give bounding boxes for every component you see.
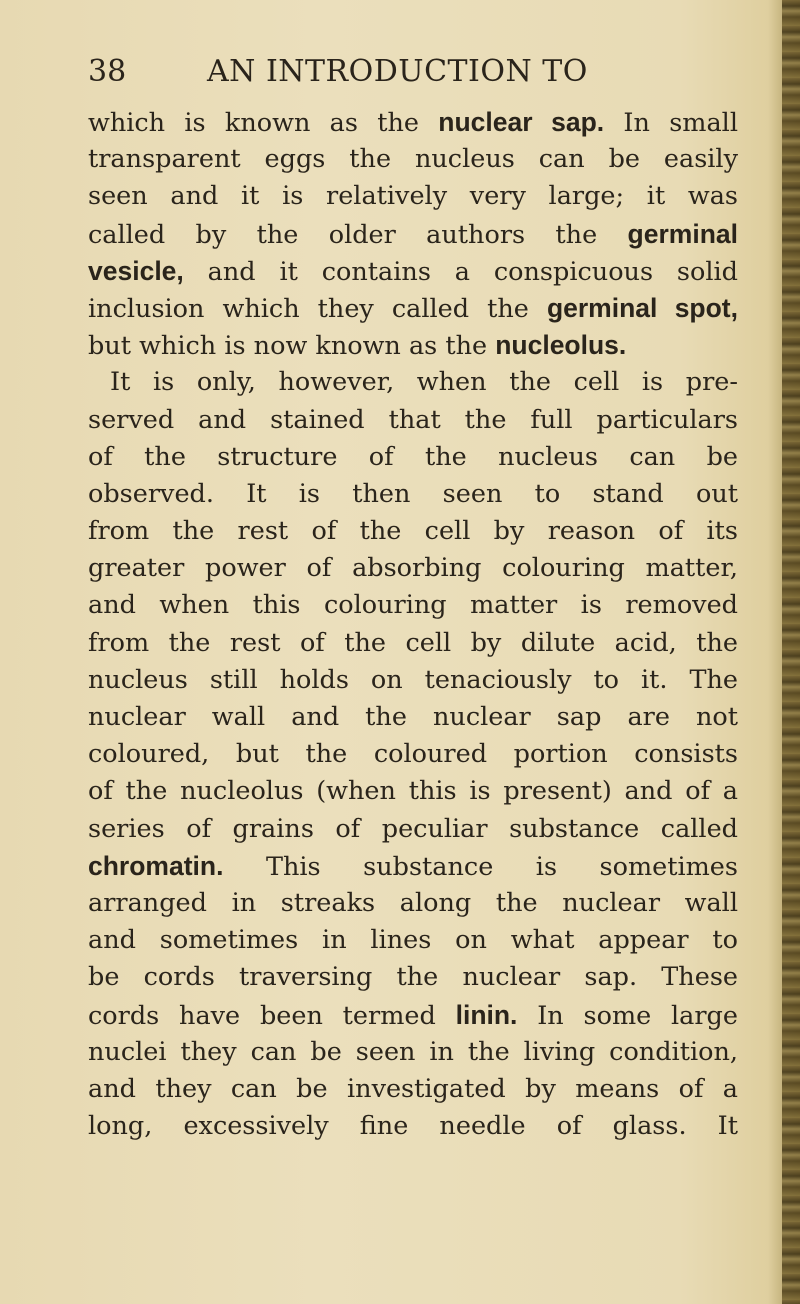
text-line — [88, 439, 738, 476]
text-line — [88, 848, 738, 885]
running-title: AN INTRODUCTION TO — [207, 54, 588, 89]
text-run: and it contains a conspicuous solid — [183, 256, 738, 287]
text-run: long, excessively fine needle of glass. It — [88, 1111, 738, 1142]
text-run: In small — [604, 108, 738, 138]
text-line — [88, 178, 738, 215]
text-line — [88, 550, 738, 587]
text-line — [88, 959, 738, 996]
text-run: transparent eggs the nucleus can be easily — [88, 144, 738, 175]
body-text — [88, 104, 738, 1145]
text-run: from the rest of the cell by dilute acid, the — [88, 627, 738, 658]
bold-term: vesicle, — [88, 255, 184, 286]
text-run: arranged in streaks along the nuclear wall — [88, 887, 738, 918]
text-run: coloured, but the coloured portion consists — [88, 739, 738, 770]
text-line — [88, 290, 738, 327]
text-line — [88, 1108, 738, 1145]
text-run: This substance is sometimes — [223, 851, 738, 882]
text-run: from the rest of the cell by reason of its — [88, 516, 738, 547]
text-run: seen and it is relatively very large; it was — [88, 181, 738, 212]
text-run: It is only, however, when the cell is pre- — [110, 367, 738, 398]
text-run: be cords traversing the nuclear sap. These — [88, 962, 738, 993]
bold-term: nucleolus. — [495, 330, 627, 361]
text-line — [88, 922, 738, 959]
text-line — [88, 699, 738, 736]
text-line — [88, 513, 738, 550]
text-line — [88, 476, 738, 513]
text-line — [88, 811, 738, 848]
text-run: observed. It is then seen to stand out — [88, 478, 738, 509]
text-run: served and stained that the full particulars — [88, 404, 738, 435]
text-line — [88, 997, 738, 1034]
text-run: inclusion which they called the — [88, 293, 547, 324]
text-line — [88, 216, 738, 253]
text-run: which is known as the — [88, 108, 439, 138]
bold-term: linin. — [455, 999, 518, 1030]
text-run: but which is now known as the — [88, 331, 496, 362]
text-run: of the nucleolus (when this is present) and of a — [88, 776, 738, 807]
text-run: and they can be investigated by means of a — [88, 1073, 738, 1104]
text-run: and when this colouring matter is removed — [88, 590, 738, 621]
page-number: 38 — [88, 54, 127, 89]
paragraph — [88, 104, 738, 364]
text-line — [88, 587, 738, 624]
page-header — [88, 54, 738, 90]
text-line — [88, 736, 738, 773]
bold-term: chromatin. — [88, 850, 224, 881]
text-line — [88, 402, 738, 439]
text-run: called by the older authors the — [88, 219, 628, 250]
text-run: series of grains of peculiar substance called — [88, 813, 738, 844]
text-line — [88, 141, 738, 178]
text-line — [88, 1034, 738, 1071]
text-line — [88, 625, 738, 662]
bold-term: germinal spot, — [546, 292, 738, 323]
text-run: nuclear wall and the nuclear sap are not — [88, 702, 738, 732]
text-line — [88, 364, 738, 401]
text-line — [88, 885, 738, 922]
page-edge — [782, 0, 800, 1304]
bold-term: nuclear sap. — [438, 107, 605, 137]
text-line — [88, 104, 738, 141]
text-line — [88, 327, 738, 364]
text-run: nuclei they can be seen in the living condition, — [88, 1036, 738, 1067]
text-run: greater power of absorbing colouring matter, — [88, 553, 738, 584]
text-run: of the structure of the nucleus can be — [88, 441, 738, 472]
text-run: cords have been termed — [88, 1000, 456, 1031]
text-line — [88, 662, 738, 699]
text-line — [88, 1071, 738, 1108]
text-run: and sometimes in lines on what appear to — [88, 925, 738, 956]
bold-term: germinal — [627, 218, 738, 249]
text-line — [88, 253, 738, 290]
text-run: In some large — [517, 1000, 738, 1031]
text-line — [88, 773, 738, 810]
paragraph — [88, 364, 738, 1145]
text-run: nucleus still holds on tenaciously to it. The — [88, 664, 738, 695]
